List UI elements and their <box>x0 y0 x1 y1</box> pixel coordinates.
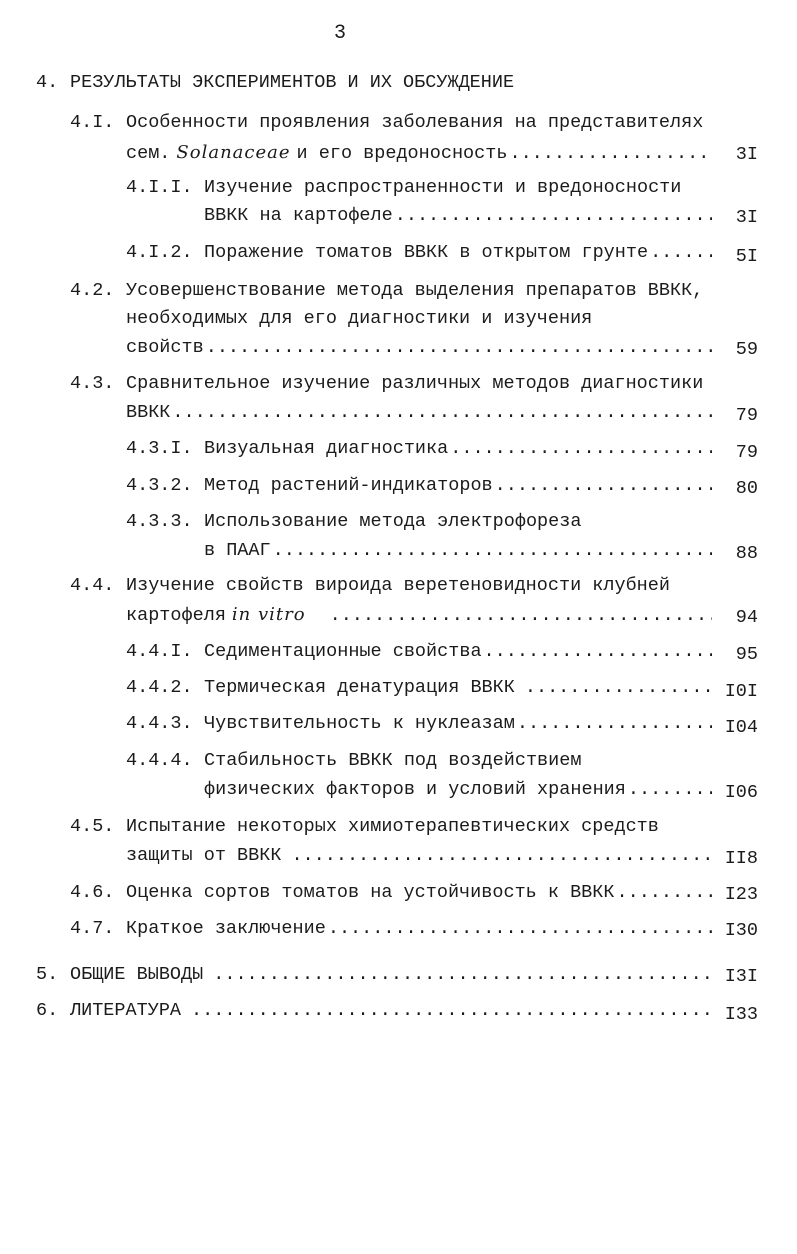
entry-number: 4.I. <box>70 112 115 133</box>
entry-text: ЛИТЕРАТУРА <box>70 1000 182 1021</box>
entry-text: и его вредоносность <box>296 143 508 164</box>
entry-title-line-1: Сравнительное изучение различных методов диагностики <box>126 373 704 394</box>
entry-title-line-2 <box>204 205 712 226</box>
entry-number: 4.3. <box>70 373 115 394</box>
dot-leader <box>395 205 712 226</box>
page-ref: 94 <box>735 607 758 628</box>
entry-number: 4.4.3. <box>126 713 193 734</box>
entry-title-line-1: Испытание некоторых химиотерапевтических средств <box>126 816 659 837</box>
entry-title-line-1 <box>204 438 712 459</box>
entry-title-line-1 <box>204 475 712 496</box>
page-ref: I04 <box>724 717 758 738</box>
entry-text: Термическая денатурация ВВКК <box>204 677 515 698</box>
entry-text: свойств <box>126 337 204 358</box>
entry-number: 4.7. <box>70 918 115 939</box>
entry-title-line-1 <box>126 882 712 903</box>
entry-title-line-1: Изучение свойств вироида веретеновидности клубней <box>126 575 670 596</box>
entry-text: физических факторов и условий хранения <box>204 779 626 800</box>
page-ref: 5I <box>735 246 758 267</box>
page-ref: I30 <box>724 920 758 941</box>
entry-title-line-1: Особенности проявления заболевания на представителях <box>126 112 704 133</box>
dot-leader <box>213 964 712 985</box>
page-ref: 3I <box>735 144 758 165</box>
page-ref: 59 <box>735 339 758 360</box>
entry-title-line-1: Усовершенствование метода выделения препаратов ВВКК, <box>126 280 704 301</box>
page-ref: I06 <box>724 782 758 803</box>
entry-title-line-1 <box>204 713 712 734</box>
page-ref: 79 <box>735 405 758 426</box>
dot-leader <box>650 242 712 263</box>
dot-leader <box>191 1000 712 1021</box>
dot-leader <box>628 779 712 800</box>
entry-title-line-2 <box>126 604 712 626</box>
entry-title-line-2 <box>126 845 712 866</box>
entry-text: Краткое заключение <box>126 918 326 939</box>
page-number: 3 <box>333 22 346 45</box>
entry-text: в ПААГ <box>204 540 271 561</box>
entry-number: 4.I.I. <box>126 177 193 198</box>
entry-title-line-1 <box>204 641 712 662</box>
section-title: РЕЗУЛЬТАТЫ ЭКСПЕРИМЕНТОВ И ИХ ОБСУЖДЕНИЕ <box>70 72 515 93</box>
entry-number: 4.I.2. <box>126 242 193 263</box>
entry-text: Метод растений-индикаторов <box>204 475 493 496</box>
entry-text: ОБЩИЕ ВЫВОДЫ <box>70 964 204 985</box>
dot-leader <box>484 641 712 662</box>
entry-text: защиты от ВВКК <box>126 845 282 866</box>
page-ref: I3I <box>724 966 758 987</box>
entry-text: ВВКК на картофеле <box>204 205 393 226</box>
entry-title-line-2: необходимых для его диагностики и изучения <box>126 308 593 329</box>
entry-title-line-1 <box>70 1000 712 1021</box>
page-ref: I23 <box>724 884 758 905</box>
entry-text: Чувствительность к нуклеазам <box>204 713 515 734</box>
dot-leader <box>525 677 712 698</box>
entry-title-line-1 <box>204 242 712 263</box>
dot-leader <box>206 337 712 358</box>
dot-leader <box>495 475 712 496</box>
entry-title-line-1 <box>70 964 712 985</box>
entry-text: картофеля <box>126 605 226 626</box>
dot-leader <box>450 438 712 459</box>
page-ref: 3I <box>735 207 758 228</box>
entry-title-line-2 <box>126 402 712 423</box>
entry-number: 4.3.3. <box>126 511 193 532</box>
entry-title-line-1 <box>126 918 712 939</box>
entry-number: 4.3.2. <box>126 475 193 496</box>
entry-number: 6. <box>36 1000 59 1021</box>
entry-text: Поражение томатов ВВКК в открытом грунте <box>204 242 649 263</box>
entry-title-line-1: Стабильность ВВКК под воздействием <box>204 750 582 771</box>
dot-leader <box>509 143 712 164</box>
page-ref: 80 <box>735 478 758 499</box>
entry-title-line-3 <box>126 337 712 358</box>
entry-number: 4.4. <box>70 575 115 596</box>
entry-title-line-2 <box>204 779 712 800</box>
entry-text: сем. <box>126 143 171 164</box>
page-ref: I0I <box>724 681 758 702</box>
entry-number: 4.5. <box>70 816 115 837</box>
dot-leader <box>616 882 712 903</box>
entry-text: Седиментационные свойства <box>204 641 482 662</box>
section-number: 4. <box>36 72 59 93</box>
entry-number: 4.4.2. <box>126 677 193 698</box>
page-ref: 88 <box>735 543 758 564</box>
entry-number: 4.3.I. <box>126 438 193 459</box>
handwritten-latin-name: Solanaceae <box>176 142 291 163</box>
entry-text: ВВКК <box>126 402 171 423</box>
entry-title-line-1: Использование метода электрофореза <box>204 511 582 532</box>
page-ref: II8 <box>724 848 758 869</box>
entry-number: 4.4.I. <box>126 641 193 662</box>
entry-number: 5. <box>36 964 59 985</box>
page-ref: I33 <box>724 1004 758 1025</box>
dot-leader <box>330 605 712 626</box>
dot-leader <box>517 713 712 734</box>
entry-number: 4.4.4. <box>126 750 193 771</box>
handwritten-latin-term: in vitro <box>231 604 306 625</box>
dot-leader <box>328 918 712 939</box>
entry-title-line-2 <box>126 142 712 164</box>
dot-leader <box>172 402 712 423</box>
entry-title-line-1 <box>204 677 712 698</box>
dot-leader <box>273 540 712 561</box>
entry-title-line-1: Изучение распространенности и вредоносности <box>204 177 682 198</box>
entry-number: 4.2. <box>70 280 115 301</box>
dot-leader <box>291 845 712 866</box>
entry-title-line-2 <box>204 540 712 561</box>
page-ref: 95 <box>735 644 758 665</box>
entry-number: 4.6. <box>70 882 115 903</box>
entry-text: Визуальная диагностика <box>204 438 449 459</box>
page-ref: 79 <box>735 442 758 463</box>
entry-text: Оценка сортов томатов на устойчивость к ВВКК <box>126 882 615 903</box>
